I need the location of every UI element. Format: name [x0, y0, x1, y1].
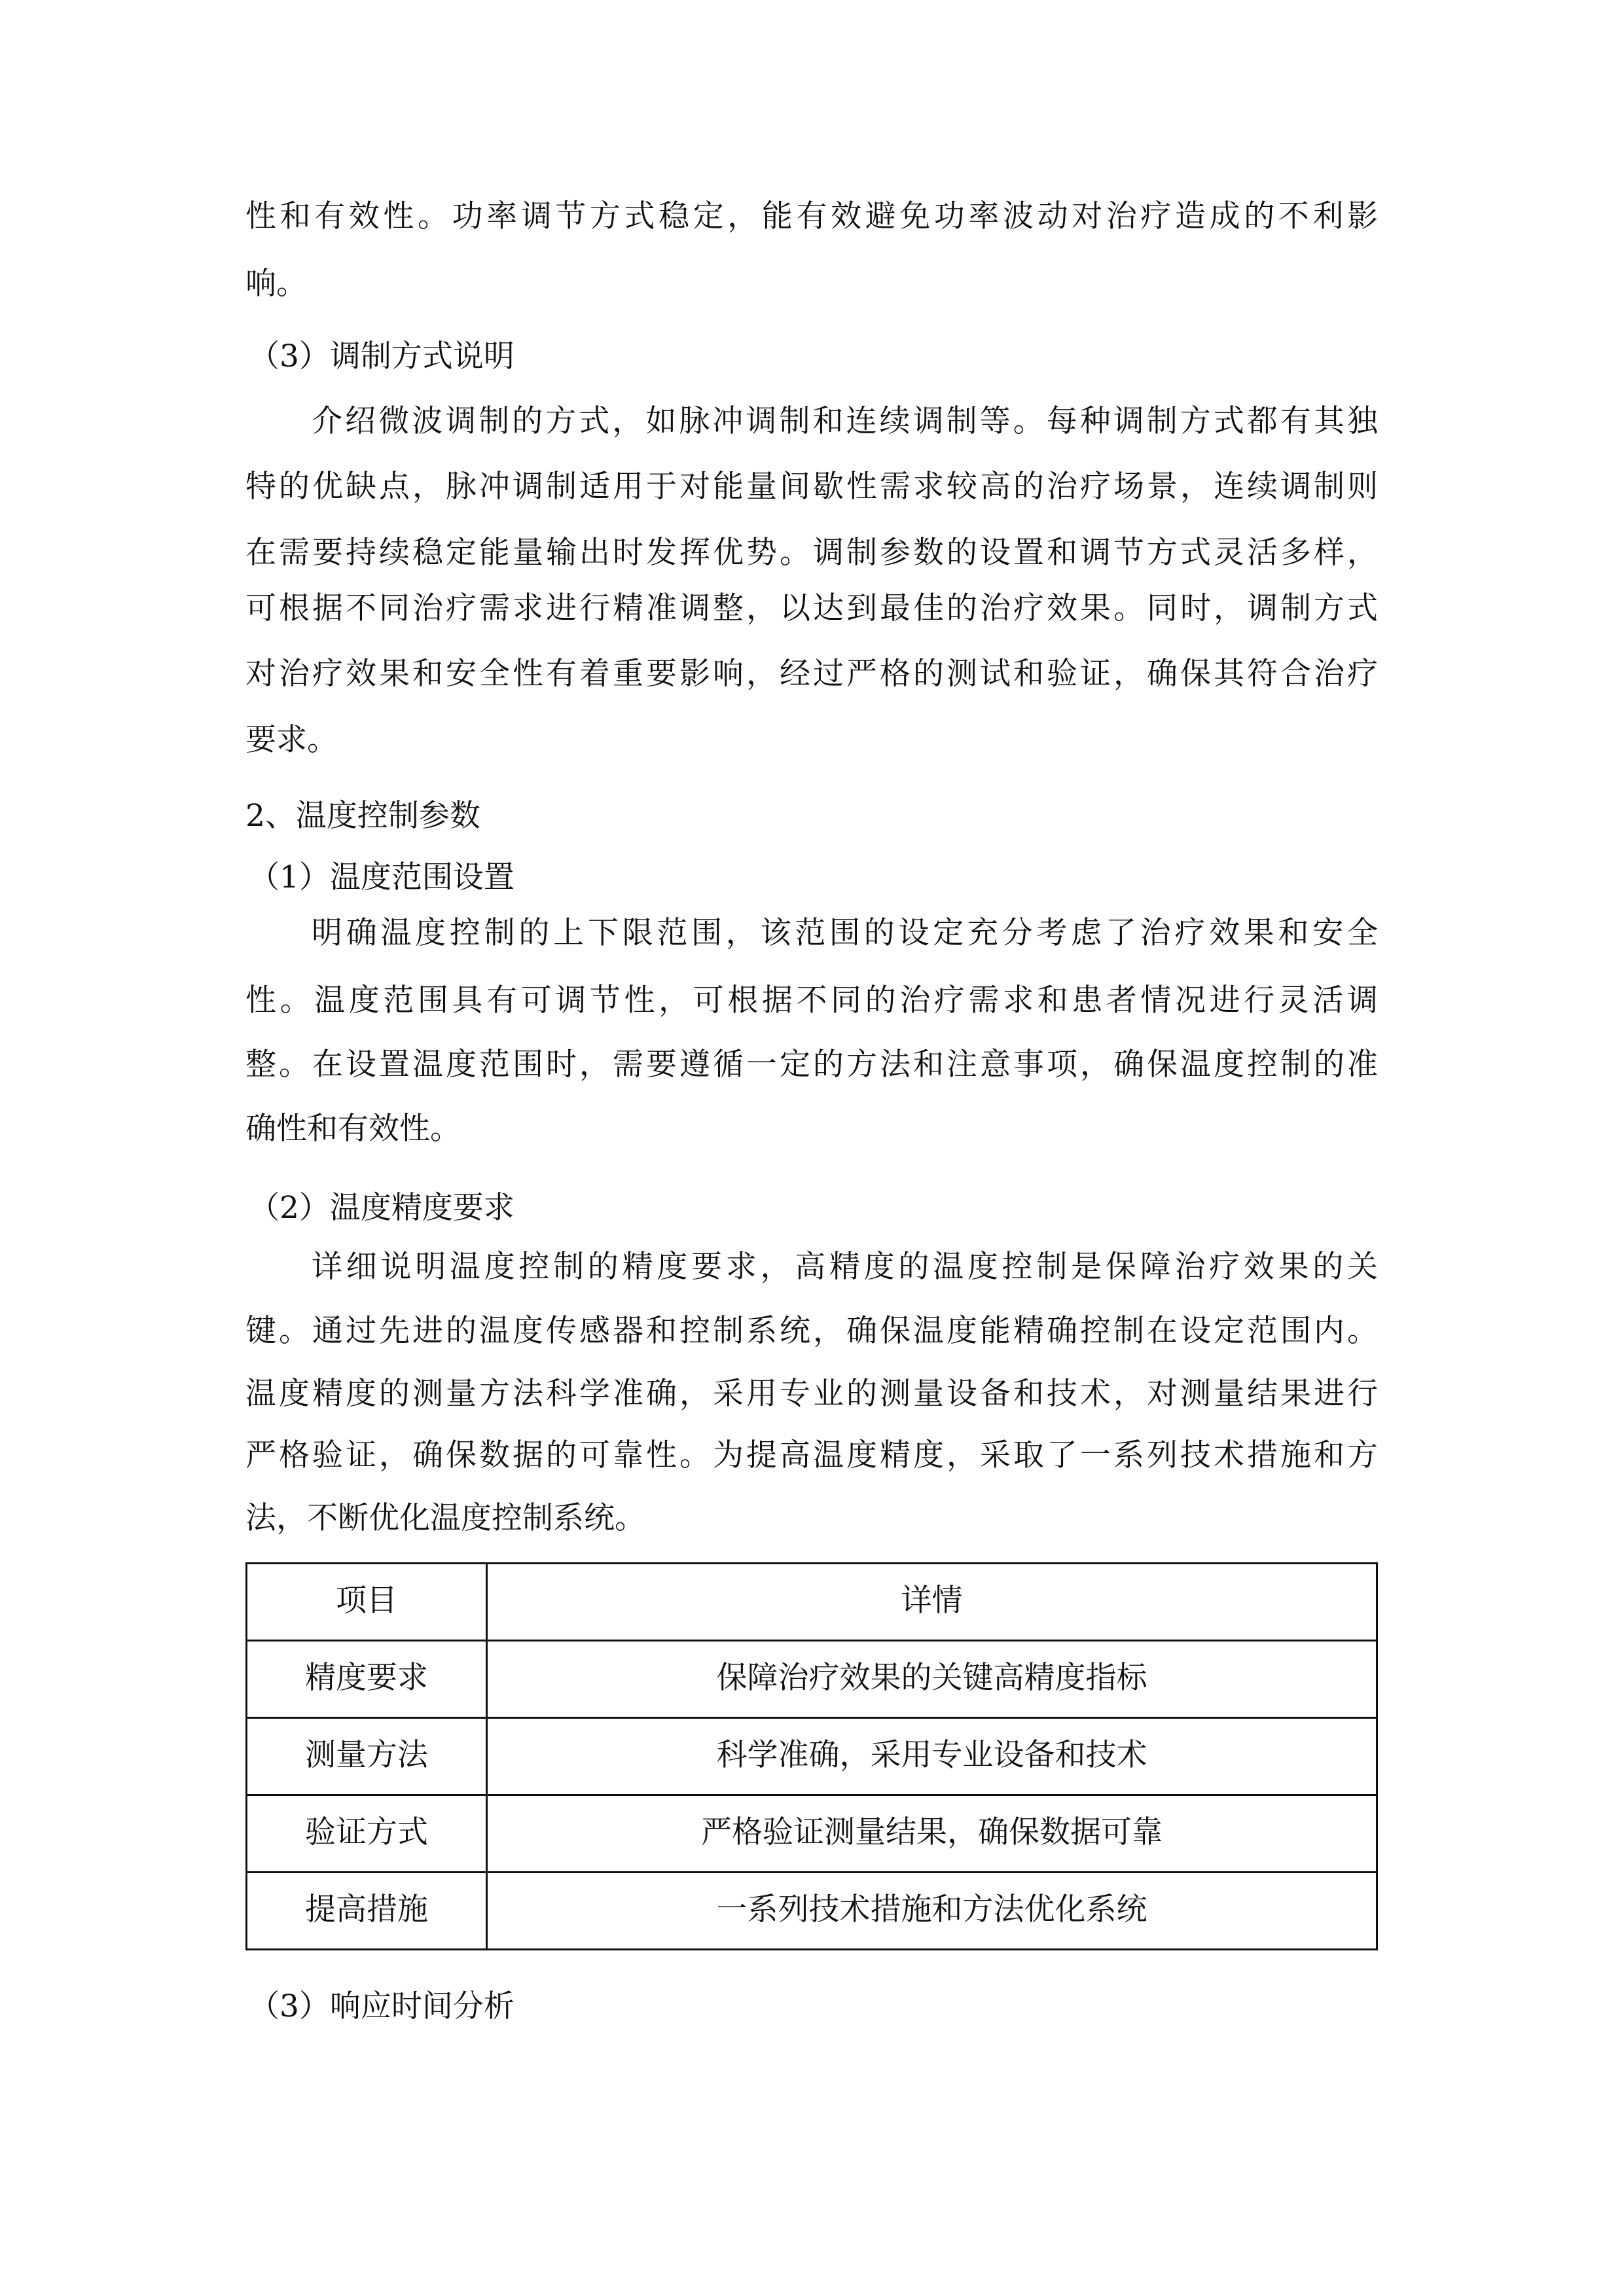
paragraph-line: 特的优缺点，脉冲调制适用于对能量间歇性需求较高的治疗场景，连续调制则: [245, 469, 1378, 505]
subsection-heading: （3）响应时间分析: [249, 1988, 514, 2024]
table-cell: 保障治疗效果的关键高精度指标: [487, 1641, 1377, 1718]
table-cell: 提高措施: [247, 1873, 487, 1950]
paragraph-line: 明确温度控制的上下限范围，该范围的设定充分考虑了治疗效果和安全: [312, 915, 1378, 951]
paragraph-line: 确性和有效性。: [245, 1111, 461, 1147]
paragraph-line: 在需要持续稳定能量输出时发挥优势。调制参数的设置和调节方式灵活多样，: [245, 535, 1378, 571]
subsection-heading: （2）温度精度要求: [249, 1190, 514, 1226]
paragraph-line: 性和有效性。功率调节方式稳定，能有效避免功率波动对治疗造成的不利影: [245, 198, 1378, 234]
paragraph-line: 要求。: [245, 722, 338, 758]
subsection-heading: （1）温度范围设置: [249, 859, 514, 895]
table-cell: 严格验证测量结果，确保数据可靠: [487, 1795, 1377, 1873]
paragraph-line: 对治疗效果和安全性有着重要影响，经过严格的测试和验证，确保其符合治疗: [245, 656, 1378, 692]
table-row: [247, 1873, 1377, 1950]
paragraph-line: 严格验证，确保数据的可靠性。为提高温度精度，采取了一系列技术措施和方: [245, 1437, 1378, 1473]
table-header-row: [247, 1564, 1377, 1641]
table-row: [247, 1641, 1377, 1718]
table-row: [247, 1718, 1377, 1795]
table-cell: 测量方法: [247, 1718, 487, 1795]
table-cell: 科学准确，采用专业设备和技术: [487, 1718, 1377, 1795]
paragraph-line: 性。温度范围具有可调节性，可根据不同的治疗需求和患者情况进行灵活调: [245, 982, 1378, 1018]
paragraph-line: 键。通过先进的温度传感器和控制系统，确保温度能精确控制在设定范围内。: [245, 1313, 1378, 1349]
header-cell-item: 项目: [247, 1564, 487, 1641]
precision-table: [245, 1562, 1378, 1950]
table-row: [247, 1795, 1377, 1873]
paragraph-line: 整。在设置温度范围时，需要遵循一定的方法和注意事项，确保温度控制的准: [245, 1047, 1378, 1083]
section-heading: 2、温度控制参数: [245, 798, 480, 834]
paragraph-line: 法，不断优化温度控制系统。: [245, 1500, 645, 1536]
paragraph-line: 可根据不同治疗需求进行精准调整，以达到最佳的治疗效果。同时，调制方式: [245, 590, 1378, 626]
paragraph-line: 响。: [245, 266, 307, 302]
table-cell: 一系列技术措施和方法优化系统: [487, 1873, 1377, 1950]
subsection-heading: （3）调制方式说明: [249, 338, 514, 374]
paragraph-line: 详细说明温度控制的精度要求，高精度的温度控制是保障治疗效果的关: [312, 1249, 1378, 1285]
paragraph-line: 介绍微波调制的方式，如脉冲调制和连续调制等。每种调制方式都有其独: [312, 403, 1378, 439]
paragraph-line: 温度精度的测量方法科学准确，采用专业的测量设备和技术，对测量结果进行: [245, 1376, 1378, 1412]
table-cell: 精度要求: [247, 1641, 487, 1718]
header-cell-detail: 详情: [487, 1564, 1377, 1641]
table-cell: 验证方式: [247, 1795, 487, 1873]
